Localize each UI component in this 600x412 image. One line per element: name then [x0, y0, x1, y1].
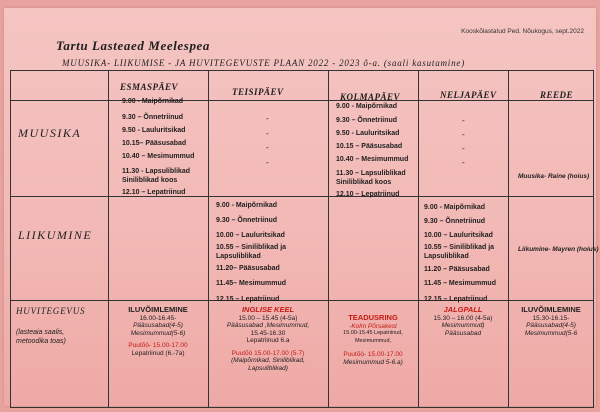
music-wed-slot: 10.15 – Pääsusabad [336, 143, 403, 150]
movement-tue-slot: 10.55 – Siniliblikad ja [216, 244, 287, 251]
approval-note: Kooskõlastatud Ped. Nõukogus, sept.2022 [461, 28, 584, 35]
hobby-tue-craft: Puutõö 15.00-17.00 (5-7) [231, 349, 305, 357]
music-wed-slot: 9.30 – Õnnetriinud [336, 117, 398, 124]
hobby-mon-group: Lepatriinud (6.-7a) [131, 349, 185, 357]
music-wed-slot-cont: Siniliblikad koos [336, 179, 392, 186]
header-divider [10, 100, 594, 101]
day-header-thursday: NELJAPÄEV [440, 90, 497, 100]
hobby-wed-craft: Puutõö- 15.00-17.00 [343, 351, 403, 358]
hobby-tue-title: INGLISE KEEL [241, 305, 295, 314]
movement-thu-slot: 12.15 – Lepatriinud [424, 296, 488, 303]
section-divider [10, 196, 594, 197]
movement-tue-slot: 12.15 – Lepatriinud [216, 296, 280, 303]
hobby-mon-time: 16.00-16.45- [139, 314, 177, 322]
movement-thu-slot: 10.55 – Siniliblikad ja [424, 244, 495, 251]
movement-fri-teacher: Liikumine- Mayren (hoius) [518, 246, 599, 253]
hobby-wed-sub: -Kolm Põrsakest [349, 322, 397, 330]
music-mon-slot: 12.10 – Lepatriinud [122, 189, 186, 196]
column-divider [508, 70, 509, 408]
hobby-tue [210, 306, 326, 372]
section-label-muusika: MUUSIKA [18, 126, 82, 140]
section-label-liikumine: LIIKUMINE [18, 228, 93, 242]
hobby-fri [510, 306, 592, 337]
empty-dash: - [462, 158, 465, 167]
table-border-bottom [10, 407, 594, 408]
empty-dash: - [266, 114, 269, 123]
music-wed-slot: 12.10 – Lepatriinud [336, 191, 400, 198]
hobby-mon [110, 306, 206, 357]
section-divider [10, 300, 594, 301]
music-wed-slot: 11.30 – Lapsuliblikad [336, 170, 406, 177]
empty-dash: - [462, 130, 465, 139]
column-divider [328, 70, 329, 408]
hobby-tue-group: (Maipõrnikad, Siniliblikad, [231, 357, 305, 364]
schedule-table [10, 70, 599, 408]
hobby-mon-craft: Puutõö- 15.00-17.00 [128, 342, 188, 349]
music-wed-slot: 10.40 – Mesimummud [336, 156, 409, 163]
music-mon-slot: 10.15– Pääsusabad [122, 140, 187, 147]
hobby-wed-group: Mesimummud, [354, 337, 392, 344]
hobby-thu-title: JALGPALL [443, 305, 483, 314]
hobby-mon-group: Pääsusabad(4-5) [133, 322, 183, 329]
day-header-wednesday: KOLMAPÄEV [340, 92, 401, 102]
music-mon-slot: 11.30 - Lapsuliblikad [122, 168, 191, 175]
hobby-fri-group: Pääsusabad(4-5) [526, 322, 576, 329]
hobby-tue-group: Lepatriinud 6.a [246, 337, 290, 344]
hobby-mon-title: ILUVÕIMLEMINE [128, 305, 188, 314]
movement-thu-slot: 9.30 – Õnnetriinud [424, 218, 486, 225]
movement-thu-slot-cont: Lapsuliblikad [424, 253, 469, 260]
music-mon-slot: 9.30 – Õnnetriinud [122, 114, 184, 121]
table-border-right [593, 70, 594, 408]
movement-thu-slot: 9.00 - Maipõrnikad [424, 204, 486, 211]
page-subtitle: MUUSIKA- LIIKUMISE - JA HUVITEGEVUSTE PLAAN 2022 - 2023 õ-a. (saali kasutamine) [62, 58, 465, 68]
hobby-tue-group: Pääsusabad ,Mesimummud, [226, 322, 310, 329]
movement-tue-slot: 9.00 - Maipõrnikad [216, 202, 278, 209]
column-divider [418, 70, 419, 408]
music-fri-teacher: Muusika- Raine (hoius) [518, 173, 590, 180]
music-wed-slot: 9.00 - Maipõrnikad [336, 103, 398, 110]
table-border-left [10, 70, 11, 408]
hobby-fri-title: ILUVÕIMLEMINE [521, 305, 581, 314]
music-mon-slot: 9.50 - Lauluritsikad [122, 127, 186, 134]
movement-tue-slot: 10.00 – Lauluritsikad [216, 232, 285, 239]
movement-thu-slot: 10.00 – Lauluritsikad [424, 232, 493, 239]
schedule-sheet [4, 8, 599, 406]
empty-dash: - [462, 116, 465, 125]
hobby-thu-group: Pääsusabad [444, 329, 482, 337]
music-mon-slot: 9.00 - Maipõrnikad [122, 98, 184, 105]
section-label-huvitegevus: HUVITEGEVUS [16, 306, 86, 316]
hobby-tue-time2: 15.45-16.30 [250, 329, 286, 337]
hobby-wed-title: TEADUSRING [348, 313, 398, 322]
movement-tue-slot: 9.30 – Õnnetriinud [216, 217, 278, 224]
hobby-tue-group: Lapsuliblikad) [248, 364, 288, 372]
movement-tue-slot: 11.45– Mesimummud [216, 280, 287, 287]
empty-dash: - [266, 129, 269, 138]
huvitegevus-note: (lasteaia saalis, metoodika toas) [16, 329, 66, 345]
hobby-tue-time: 15.00 – 15.45 (4-5a) [238, 314, 298, 322]
hobby-wed-time: 15.00-15.45 Lepatriinud, [343, 330, 403, 336]
movement-thu-slot: 11.20 – Pääsusabad [424, 266, 490, 273]
music-mon-slot: 10.40 – Mesimummud [122, 153, 195, 160]
hobby-mon-group: Mesimummud(5-6) [130, 329, 186, 337]
empty-dash: - [462, 144, 465, 153]
table-border-top [10, 70, 594, 71]
music-wed-slot: 9.50 - Lauluritsikad [336, 130, 400, 137]
music-mon-slot-cont: Siniliblikad koos [122, 177, 178, 184]
hobby-thu [420, 306, 506, 337]
empty-dash: - [266, 158, 269, 167]
hobby-fri-time: 15.30-16.15- [532, 314, 570, 322]
day-header-friday: REEDE [540, 90, 574, 100]
page-title: Tartu Lasteaed Meelespea [56, 38, 211, 53]
movement-thu-slot: 11.45 – Mesimummud [424, 280, 496, 287]
day-header-monday: ESMASPÄEV [120, 82, 179, 92]
hobby-wed-group: Mesimummud 5-6.a) [343, 358, 403, 366]
day-header-tuesday: TEISIPÄEV [232, 87, 284, 97]
hobby-wed [330, 314, 416, 366]
movement-tue-slot-cont: Lapsuliblikad [216, 253, 261, 260]
hobby-thu-time: 15.30 – 16.00 (4-5a) [433, 314, 493, 322]
empty-dash: - [266, 143, 269, 152]
hobby-fri-group: Mesimummud(5-6 [524, 329, 578, 337]
column-divider [208, 70, 209, 408]
hobby-thu-group: Mesimummud) [441, 322, 485, 329]
column-divider [108, 70, 109, 408]
movement-tue-slot: 11.20– Pääsusabad [216, 265, 280, 272]
